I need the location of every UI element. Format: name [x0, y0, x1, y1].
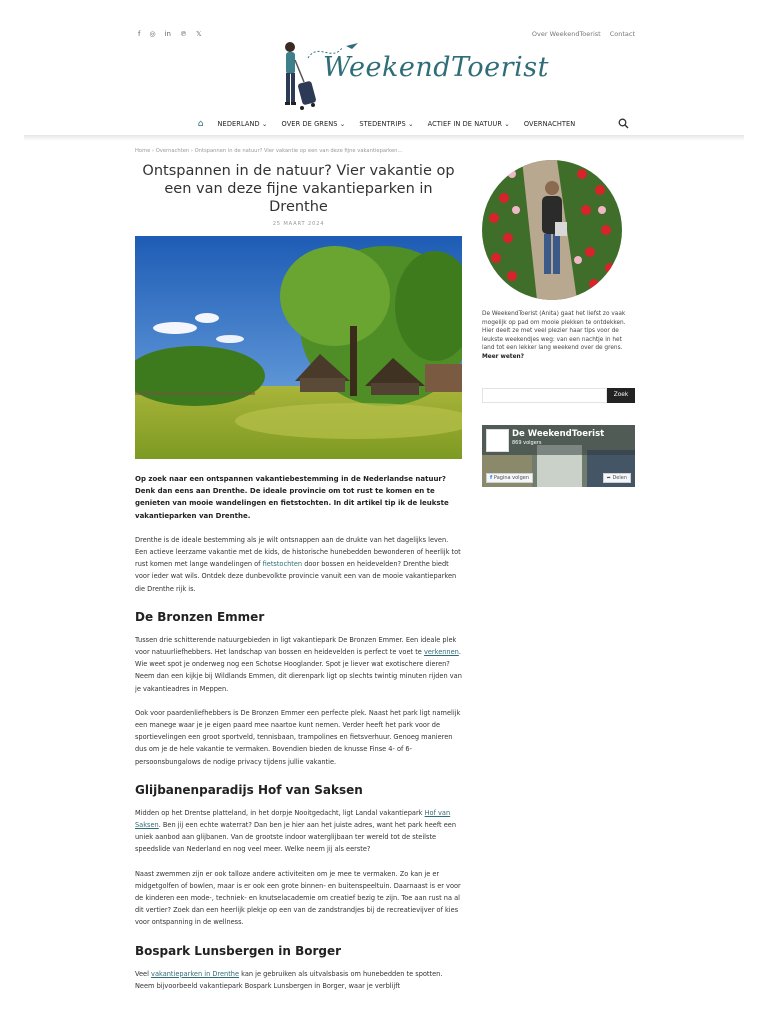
facebook-icon[interactable]: f — [138, 30, 141, 38]
x-icon[interactable]: 𝕏 — [195, 30, 202, 38]
sidebar — [482, 160, 635, 487]
article-intro: Op zoek naar een ontspannen vakantiebestemming in de Nederlandse natuur? Denk dan eens aan Drenthe. De ideale provincie om tot rust te komen en te genieten van mooie wandelingen en fietstochten. In dit artikel tip ik de leukste vakantieparken van Drenthe. — [135, 475, 449, 520]
author-bio — [482, 310, 635, 362]
header-divider — [24, 135, 744, 141]
fietstochten-link[interactable]: fietstochten — [262, 560, 303, 569]
section-heading-hof-van-saksen: Glijbanenparadijs Hof van Saksen — [135, 782, 363, 797]
facebook-follower-count: 869 volgers — [512, 439, 542, 446]
paragraph: Ook voor paardenliefhebbers is De Bronzen Emmer een perfecte plek. Naast het park ligt namelijk een manege waar je je eigen paard mee naartoe kunt nemen. Verder heeft het park voor de sportievelingen een groot sportveld, tennisbaan, trampolines en fietsverhuur. Genoeg manieren dus om je de hele vakantie te vermaken. Bovendien bieden de knusse Finse 4- of 6-persoonsbungalows de nodige privacy tijdens jullie vakantie. — [135, 708, 461, 766]
hof-van-saksen-link[interactable]: Hof van Saksen — [135, 808, 451, 830]
search-icon[interactable] — [618, 118, 629, 129]
facebook-page-avatar — [486, 429, 509, 452]
search-form — [482, 388, 635, 403]
instagram-icon[interactable]: ◎ — [149, 30, 156, 38]
paragraph-text: Midden op het Drentse platteland, in het dorpje Nooitgedacht, ligt Landal vakantiepark — [135, 808, 425, 817]
share-icon: ➦ — [606, 474, 613, 481]
facebook-icon: f — [490, 474, 494, 481]
linkedin-icon[interactable]: in — [164, 30, 171, 38]
top-links — [532, 30, 635, 38]
paragraph-text: kan je gebruiken als uitvalsbasis om hunebedden te spotten. Neem bijvoorbeeld vakantiepark Bospark Lunsbergen in Borger, waar je verblijft — [135, 969, 443, 990]
facebook-follow-button[interactable] — [486, 473, 533, 483]
search-input[interactable] — [482, 388, 607, 403]
facebook-share-button[interactable] — [603, 473, 631, 483]
nav-item-over-de-grens[interactable]: OVER DE GRENS ⌄ — [281, 120, 346, 128]
paragraph — [135, 807, 462, 856]
main-nav — [138, 113, 635, 135]
site-logo[interactable] — [276, 38, 549, 114]
home-icon[interactable]: ⌂ — [197, 119, 204, 129]
paragraph — [135, 634, 462, 695]
search-button[interactable]: Zoek — [607, 388, 635, 403]
hero-image — [135, 236, 462, 459]
verkennen-link[interactable]: verkennen — [423, 648, 459, 657]
paragraph-text: Drenthe is de ideale bestemming als je wilt ontsnappen aan de drukte van het dagelijks leven. Een actieve leerzame vakantie met de kids, de historische hunebedden bewonderen of heerlijk tot rust komen met lange wandelingen of — [135, 535, 461, 569]
breadcrumb[interactable]: Home › Overnachten › Ontspannen in de natuur? Vier vakantie op een van deze fijne vakantieparken... — [135, 148, 403, 154]
contact-link[interactable]: Contact — [609, 30, 635, 38]
about-link[interactable]: Over WeekendToerist — [531, 30, 601, 38]
article — [135, 148, 462, 992]
article-title: Ontspannen in de natuur? Vier vakantie op een van deze fijne vakantieparken in Drenthe — [142, 163, 455, 215]
author-photo — [482, 160, 622, 300]
paragraph-text: Veel — [135, 969, 152, 978]
nav-item-nederland[interactable]: NEDERLAND ⌄ — [217, 120, 268, 128]
section-heading-lunsbergen: Bospark Lunsbergen in Borger — [135, 943, 342, 958]
facebook-share-label: Delen — [612, 474, 627, 481]
landscape-image — [135, 236, 462, 459]
paragraph-text: . Wie weet spot je onderweg nog een Schotse Hooglander. Spot je liever wat exotischere dieren? Neem dan een kijkje bij Wildlands Emmen, dit dierenpark ligt op slechts twintig minuten rijden van je vakantieadres in Meppen. — [135, 648, 462, 693]
pinterest-icon[interactable]: ℗ — [179, 30, 187, 38]
nav-item-actief-in-de-natuur[interactable]: ACTIEF IN DE NATUUR ⌄ — [427, 120, 510, 128]
paragraph — [135, 534, 462, 595]
paragraph: Naast zwemmen zijn er ook talloze andere activiteiten om je mee te vermaken. Zo kan je er midgetgolfen of bowlen, maar is er ook een grote binnen- en buitenspeeltuin. Daarnaast is er voor de kinderen een mode-, techniek- en knutselacademie om creatief bezig te zijn. Toe aan rust na al dit vertier? Zoek dan een heerlijk plekje op een van de zandstrandjes bij de recreatievijver of kies voor ontspanning in de wellness. — [135, 869, 461, 927]
vakantieparken-drenthe-link[interactable]: vakantieparken in Drenthe — [151, 969, 240, 978]
logo-wordmark: WeekendToerist — [323, 52, 549, 83]
paragraph — [135, 968, 462, 992]
facebook-follow-label: Pagina volgen — [493, 474, 529, 481]
paragraph-text: . Ben jij een echte waterrat? Dan ben je hier aan het juiste adres, want het park heeft een uniek aanbod aan glijbanen. Van de grootste indoor waterglijbaan ter wereld tot de steilste speedslide van Nederland en nog veel meer. Welke neem jij als eerste? — [135, 821, 457, 854]
section-heading-bronzen-emmer: De Bronzen Emmer — [135, 609, 265, 624]
author-avatar — [482, 160, 622, 300]
facebook-page-name[interactable]: De WeekendToerist — [512, 428, 605, 439]
article-date: 25 MAART 2024 — [272, 221, 325, 227]
facebook-page-widget[interactable] — [482, 425, 635, 487]
paragraph-text: door bossen en heidevelden? Drenthe biedt voor ieder wat wils. Ontdek deze dunbevolkte provincie vanuit een van de mooie vakantieparken die Drenthe rijk is. — [135, 560, 457, 593]
author-bio-text: De WeekendToerist (Anita) gaat het liefst zo vaak mogelijk op pad om mooie plekken te ontdekken. Hier deelt ze met veel plezier haar tips voor de leukste weekendjes weg: van een nachtje in het land tot een lekker lang weekend over de grens. — [482, 311, 626, 352]
more-info-link[interactable]: Meer weten? — [482, 353, 524, 360]
nav-item-stedentrips[interactable]: STEDENTRIPS ⌄ — [359, 120, 414, 128]
nav-item-overnachten[interactable]: OVERNACHTEN — [523, 120, 576, 128]
paragraph-text: Tussen drie schitterende natuurgebieden in ligt vakantiepark De Bronzen Emmer. Een ideale plek voor natuurliefhebbers. Het landschap van bossen en heidevelden is perfect te voet te — [135, 635, 457, 657]
social-links — [138, 29, 202, 39]
